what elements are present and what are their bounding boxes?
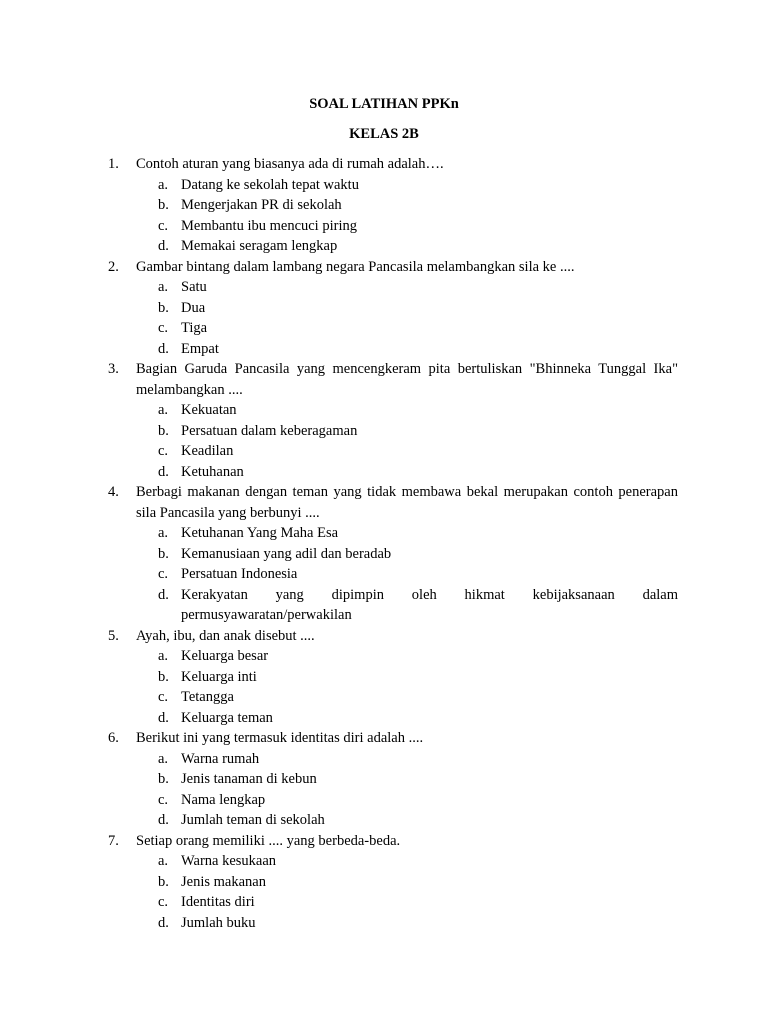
answer-option [108,298,678,319]
option-text: Jenis tanaman di kebun [181,771,317,787]
answer-option [108,810,678,831]
option-text: Jumlah teman di sekolah [181,812,325,828]
question-text: Berikut ini yang termasuk identitas diri adalah .... [136,730,424,746]
answer-option [108,687,678,708]
option-text: Mengerjakan PR di sekolah [181,197,342,213]
option-letter: b. [158,299,169,316]
option-letter: d. [158,914,169,931]
answer-option [108,400,678,421]
option-letter: d. [158,340,169,357]
option-text: Warna rumah [181,750,260,767]
answer-option [108,318,678,339]
question-item [108,482,678,523]
option-letter: b. [158,668,169,685]
option-text: Jenis makanan [181,873,266,890]
option-text: Nama lengkap [181,791,266,808]
answer-option [108,585,678,626]
option-text: Dua [181,299,206,316]
answer-option [108,708,678,729]
option-letter: a. [158,279,169,295]
option-text: Keluarga inti [181,668,257,685]
option-text: Tetangga [181,689,234,705]
answer-option [108,851,678,872]
option-letter: b. [158,771,169,787]
answer-option [108,667,678,688]
question-item [108,359,678,400]
answer-option [108,646,678,667]
question-text: Contoh aturan yang biasanya ada di rumah adalah…. [136,156,444,172]
option-letter: d. [158,812,169,828]
answer-option [108,195,678,216]
option-text: Satu [181,279,207,295]
option-text: Membantu ibu mencuci piring [181,217,357,234]
question-number: 5. [108,627,119,644]
option-text: Kekuatan [181,402,237,418]
question-list [108,154,678,933]
option-text: Keadilan [181,443,234,459]
question-number: 6. [108,730,119,746]
option-letter: a. [158,853,169,869]
option-letter: d. [158,463,169,480]
option-letter: d. [158,709,169,726]
question-text: Setiap orang memiliki .... yang berbeda-beda. [136,832,401,849]
option-text: Ketuhanan Yang Maha Esa [181,525,339,541]
option-text: Datang ke sekolah tepat waktu [181,176,359,193]
option-text: Warna kesukaan [181,853,277,869]
question-text: Ayah, ibu, dan anak disebut .... [136,627,315,644]
answer-option [108,769,678,790]
option-letter: b. [158,545,169,562]
answer-option [108,462,678,483]
option-text: Jumlah buku [181,914,256,931]
document-title: SOAL LATIHAN PPKn [309,96,459,112]
option-letter: b. [158,197,169,213]
answer-option [108,441,678,462]
answer-option [108,421,678,442]
answer-option [108,749,678,770]
option-text: Ketuhanan [181,463,244,480]
answer-option [108,236,678,257]
option-text: Tiga [181,320,208,336]
option-text: Persatuan Indonesia [181,566,298,582]
question-text: Berbagi makanan dengan teman yang tidak membawa bekal merupakan contoh penerapan sila Pancasila yang berbunyi .... [136,484,678,521]
question-number: 3. [108,361,119,377]
answer-option [108,523,678,544]
answer-option [108,564,678,585]
option-text: Keluarga teman [181,709,273,726]
question-number: 1. [108,156,119,172]
answer-option [108,339,678,360]
option-letter: a. [158,176,169,193]
option-text: Empat [181,340,219,357]
option-letter: c. [158,566,169,582]
class-label: KELAS 2B [349,126,419,142]
answer-option [108,790,678,811]
question-number: 4. [108,484,119,500]
answer-option [108,544,678,565]
option-letter: b. [158,873,169,890]
option-letter: c. [158,320,169,336]
question-text: Gambar bintang dalam lambang negara Pancasila melambangkan sila ke .... [136,258,575,275]
option-letter: c. [158,217,169,234]
option-letter: c. [158,894,169,910]
question-text: Bagian Garuda Pancasila yang mencengkeram pita bertuliskan "Bhinneka Tunggal Ika" melambangkan .... [136,361,678,398]
answer-option [108,175,678,196]
option-letter: a. [158,525,169,541]
option-letter: d. [158,586,169,603]
option-letter: c. [158,689,169,705]
option-letter: c. [158,443,169,459]
option-text: Persatuan dalam keberagaman [181,422,358,439]
option-text: Kemanusiaan yang adil dan beradab [181,545,392,562]
option-text: Memakai seragam lengkap [181,238,338,254]
option-letter: a. [158,750,169,767]
question-number: 7. [108,832,119,849]
option-text: Keluarga besar [181,648,269,664]
option-letter: b. [158,422,169,439]
question-item [108,257,678,278]
question-item [108,831,678,852]
question-item [108,154,678,175]
answer-option [108,277,678,298]
option-letter: a. [158,402,169,418]
question-item [108,728,678,749]
answer-option [108,216,678,237]
answer-option [108,892,678,913]
question-number: 2. [108,258,119,275]
option-text: Kerakyatan yang dipimpin oleh hikmat kebijaksanaan dalam permusyawaratan/perwakilan [181,586,678,623]
option-letter: c. [158,791,169,808]
option-letter: d. [158,238,169,254]
question-item [108,626,678,647]
answer-option [108,872,678,893]
option-letter: a. [158,648,169,664]
answer-option [108,913,678,934]
option-text: Identitas diri [181,894,255,910]
